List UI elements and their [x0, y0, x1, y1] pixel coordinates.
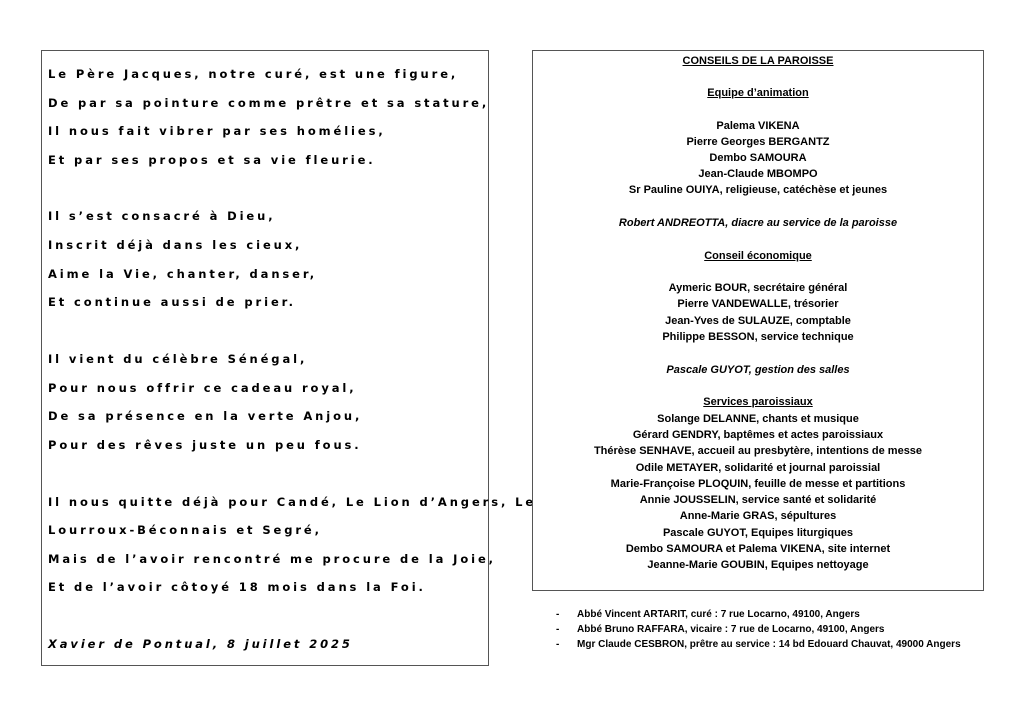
animation-member: Jean-Claude MBOMPO — [698, 168, 818, 180]
poem-line: Et continue aussi de prier. — [48, 295, 296, 309]
poem-line: Il vient du célèbre Sénégal, — [48, 352, 308, 366]
services-member: Marie-Françoise PLOQUIN, feuille de messe et partitions — [610, 478, 906, 490]
poem-box — [41, 50, 537, 666]
contact-text: Mgr Claude CESBRON, prêtre au service : 14 bd Edouard Chauvat, 49000 Angers — [577, 639, 961, 650]
services-member: Pascale GUYOT, Equipes liturgiques — [662, 527, 854, 539]
poem-line: De par sa pointure comme prêtre et sa stature, — [48, 96, 490, 110]
poem-signature: Xavier de Pontual, 8 juillet 2025 — [48, 637, 353, 651]
services-heading: Services paroissiaux — [703, 396, 813, 408]
services-member: Jeanne-Marie GOUBIN, Equipes nettoyage — [647, 559, 869, 571]
services-member: Odile METAYER, solidarité et journal paroissial — [635, 462, 881, 474]
poem-line: Pour des rêves juste un peu fous. — [48, 438, 362, 452]
contact-item — [556, 609, 996, 624]
poem-line: Pour nous offrir ce cadeau royal, — [48, 381, 357, 395]
economic-member: Pierre VANDEWALLE, trésorier — [677, 298, 839, 310]
contact-item — [556, 624, 996, 639]
list-bullet: - — [556, 609, 560, 620]
economic-member: Philippe BESSON, service technique — [662, 331, 854, 343]
economic-member: Jean-Yves de SULAUZE, comptable — [665, 315, 851, 327]
contact-text: Abbé Bruno RAFFARA, vicaire : 7 rue de Locarno, 49100, Angers — [577, 624, 885, 635]
poem-line: Et de l’avoir côtoyé 18 mois dans la Foi. — [48, 580, 426, 594]
rooms-line: Pascale GUYOT, gestion des salles — [666, 364, 850, 376]
councils-title: CONSEILS DE LA PAROISSE — [682, 55, 834, 67]
poem-line: Il s’est consacré à Dieu, — [48, 209, 276, 223]
services-member: Dembo SAMOURA et Palema VIKENA, site internet — [625, 543, 891, 555]
services-member: Anne-Marie GRAS, sépultures — [679, 510, 837, 522]
animation-member: Sr Pauline OUIYA, religieuse, catéchèse et jeunes — [628, 184, 888, 196]
animation-member: Pierre Georges BERGANTZ — [686, 136, 830, 148]
economic-member: Aymeric BOUR, secrétaire général — [668, 282, 848, 294]
contact-item — [556, 639, 996, 654]
services-member: Thérèse SENHAVE, accueil au presbytère, intentions de messe — [593, 445, 923, 457]
poem-line: Mais de l’avoir rencontré me procure de la Joie, — [48, 552, 496, 566]
services-member: Gérard GENDRY, baptêmes et actes paroissiaux — [632, 429, 884, 441]
animation-member: Palema VIKENA — [716, 120, 800, 132]
poem-line: Inscrit déjà dans les cieux, — [48, 238, 303, 252]
poem-line: De sa présence en la verte Anjou, — [48, 409, 363, 423]
animation-member: Dembo SAMOURA — [709, 152, 807, 164]
poem-line: Il nous quitte déjà pour Candé, Le Lion d’Angers, Le — [48, 495, 537, 509]
deacon-line: Robert ANDREOTTA, diacre au service de la paroisse — [618, 217, 898, 229]
services-member: Annie JOUSSELIN, service santé et solidarité — [639, 494, 877, 506]
animation-heading: Equipe d’animation — [707, 87, 809, 99]
poem-line: Il nous fait vibrer par ses homélies, — [48, 124, 386, 138]
economic-heading: Conseil économique — [704, 250, 812, 262]
list-bullet: - — [556, 639, 560, 650]
list-bullet: - — [556, 624, 560, 635]
poem-line: Le Père Jacques, notre curé, est une figure, — [48, 67, 459, 81]
contact-text: Abbé Vincent ARTARIT, curé : 7 rue Locarno, 49100, Angers — [577, 609, 860, 620]
poem-line: Aime la Vie, chanter, danser, — [48, 267, 318, 281]
councils-box — [532, 50, 984, 591]
poem-line: Et par ses propos et sa vie fleurie. — [48, 153, 376, 167]
contact-list — [556, 609, 996, 654]
services-member: Solange DELANNE, chants et musique — [657, 413, 859, 425]
poem-line: Lourroux-Béconnais et Segré, — [48, 523, 322, 537]
